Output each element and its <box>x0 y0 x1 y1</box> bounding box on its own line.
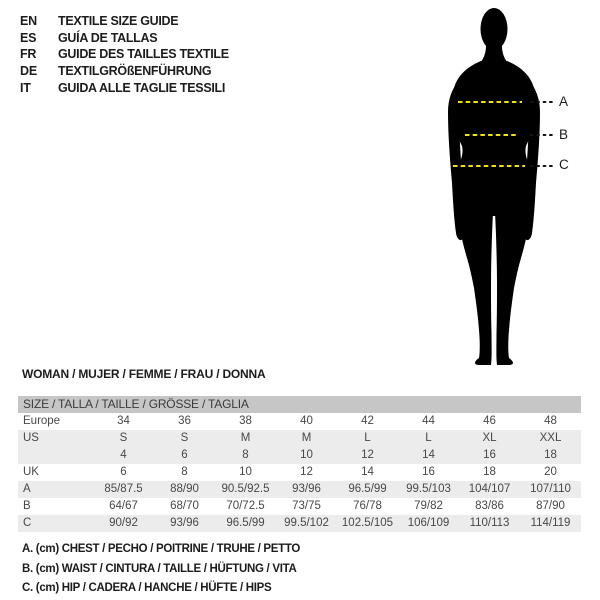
table-row <box>18 498 581 515</box>
language-title: TEXTILGRÖßENFÜHRUNG <box>58 64 212 79</box>
legend-line-c: C. (cm) HIP / CADERA / HANCHE / HÜFTE / HIPS <box>22 582 272 595</box>
language-title: GUIDE DES TAILLES TEXTILE <box>58 47 229 62</box>
size-cell: 90.5/92.5 <box>221 483 270 495</box>
language-code: ES <box>20 30 37 45</box>
size-cell: 88/90 <box>170 483 199 495</box>
silhouette-torso <box>453 61 535 216</box>
size-cell: 42 <box>361 415 374 427</box>
size-cell: 46 <box>483 415 496 427</box>
table-row <box>18 464 581 481</box>
row-label: Europe <box>23 415 61 427</box>
size-cell: 106/109 <box>407 517 450 529</box>
size-cell: 38 <box>239 415 252 427</box>
size-cell: 99.5/102 <box>284 517 329 529</box>
size-cell: 36 <box>178 415 191 427</box>
size-cell: 16 <box>422 466 435 478</box>
table-row <box>18 447 581 464</box>
size-cell: 107/110 <box>530 483 571 495</box>
language-title: TEXTILE SIZE GUIDE <box>58 14 179 29</box>
size-cell: 85/87.5 <box>104 483 143 495</box>
language-code: FR <box>20 47 37 62</box>
size-cell: 64/67 <box>109 500 138 512</box>
size-cell: M <box>301 432 312 444</box>
size-cell: 48 <box>544 415 557 427</box>
size-cell: 76/78 <box>353 500 382 512</box>
measurement-legend <box>22 540 300 599</box>
language-row-de <box>20 63 229 80</box>
size-cell: L <box>425 432 432 444</box>
measure-label-a: A <box>559 94 569 109</box>
size-cell: 93/96 <box>292 483 321 495</box>
size-cell: 102.5/105 <box>341 517 394 529</box>
language-row-en <box>20 13 229 30</box>
language-title: GUIDA ALLE TAGLIE TESSILI <box>58 80 226 95</box>
size-cell: 6 <box>181 449 188 461</box>
size-cell: 93/96 <box>170 517 199 529</box>
size-cell: 68/70 <box>170 500 199 512</box>
size-cell: 20 <box>544 466 557 478</box>
table-row <box>18 413 581 430</box>
size-cell: 73/75 <box>292 500 321 512</box>
size-table <box>18 396 581 532</box>
size-table-rows <box>18 413 581 532</box>
size-cell: 14 <box>361 466 374 478</box>
size-cell: S <box>119 432 128 444</box>
size-cell: 114/119 <box>530 517 571 529</box>
measure-label-c: C <box>559 157 569 172</box>
size-cell: 110/113 <box>469 517 510 529</box>
size-cell: 79/82 <box>414 500 443 512</box>
size-cell: 40 <box>300 415 313 427</box>
table-row <box>18 430 581 447</box>
size-cell: 34 <box>117 415 130 427</box>
size-table-header: SIZE / TALLA / TAILLE / GRÖSSE / TAGLIA <box>18 396 581 413</box>
size-cell: 10 <box>300 449 313 461</box>
language-code: DE <box>20 64 37 79</box>
size-cell: 16 <box>483 449 496 461</box>
silhouette-right-leg <box>495 190 531 365</box>
size-cell: 18 <box>544 449 557 461</box>
legend-line-a: A. (cm) CHEST / PECHO / POITRINE / TRUHE / PETTO <box>22 543 301 555</box>
table-row <box>18 481 581 498</box>
size-cell: 8 <box>181 466 188 478</box>
language-row-it <box>20 79 229 96</box>
section-title: WOMAN / MUJER / FEMME / FRAU / DONNA <box>22 367 266 381</box>
size-cell: 99.5/103 <box>406 483 451 495</box>
size-cell: 10 <box>239 466 252 478</box>
row-label: UK <box>23 466 39 478</box>
size-cell: 6 <box>120 466 127 478</box>
size-cell: 8 <box>242 449 249 461</box>
woman-silhouette <box>437 4 558 366</box>
size-cell: 44 <box>422 415 435 427</box>
language-row-es <box>20 30 229 47</box>
size-cell: 14 <box>422 449 435 461</box>
measure-label-b: B <box>559 127 569 142</box>
size-cell: 87/90 <box>536 500 565 512</box>
size-cell: L <box>364 432 371 444</box>
language-code: EN <box>20 14 37 29</box>
size-cell: 70/72.5 <box>226 500 265 512</box>
size-cell: 96.5/99 <box>226 517 265 529</box>
size-cell: 104/107 <box>468 483 511 495</box>
language-row-fr <box>20 46 229 63</box>
row-label: C <box>23 517 32 529</box>
size-cell: XL <box>482 432 497 444</box>
row-label: B <box>23 500 31 512</box>
size-cell: XXL <box>539 432 562 444</box>
language-title: GUÍA DE TALLAS <box>58 30 158 45</box>
size-cell: 83/86 <box>475 500 504 512</box>
size-cell: 12 <box>361 449 374 461</box>
row-label: US <box>23 432 39 444</box>
language-code: IT <box>20 80 31 95</box>
legend-line-b: B. (cm) WAIST / CINTURA / TAILLE / HÜFTUNG / VITA <box>22 562 297 575</box>
size-cell: 90/92 <box>109 517 138 529</box>
size-cell: M <box>240 432 251 444</box>
row-label: A <box>23 483 31 495</box>
size-cell: 96.5/99 <box>348 483 387 495</box>
size-cell: S <box>180 432 189 444</box>
silhouette-left-leg <box>458 190 494 365</box>
woman-silhouette-shape <box>448 8 540 365</box>
row-label <box>18 447 93 464</box>
size-cell: 4 <box>120 449 127 461</box>
size-cell: 18 <box>483 466 496 478</box>
size-cell: 12 <box>300 466 313 478</box>
language-title-list <box>20 13 229 96</box>
table-row <box>18 515 581 532</box>
